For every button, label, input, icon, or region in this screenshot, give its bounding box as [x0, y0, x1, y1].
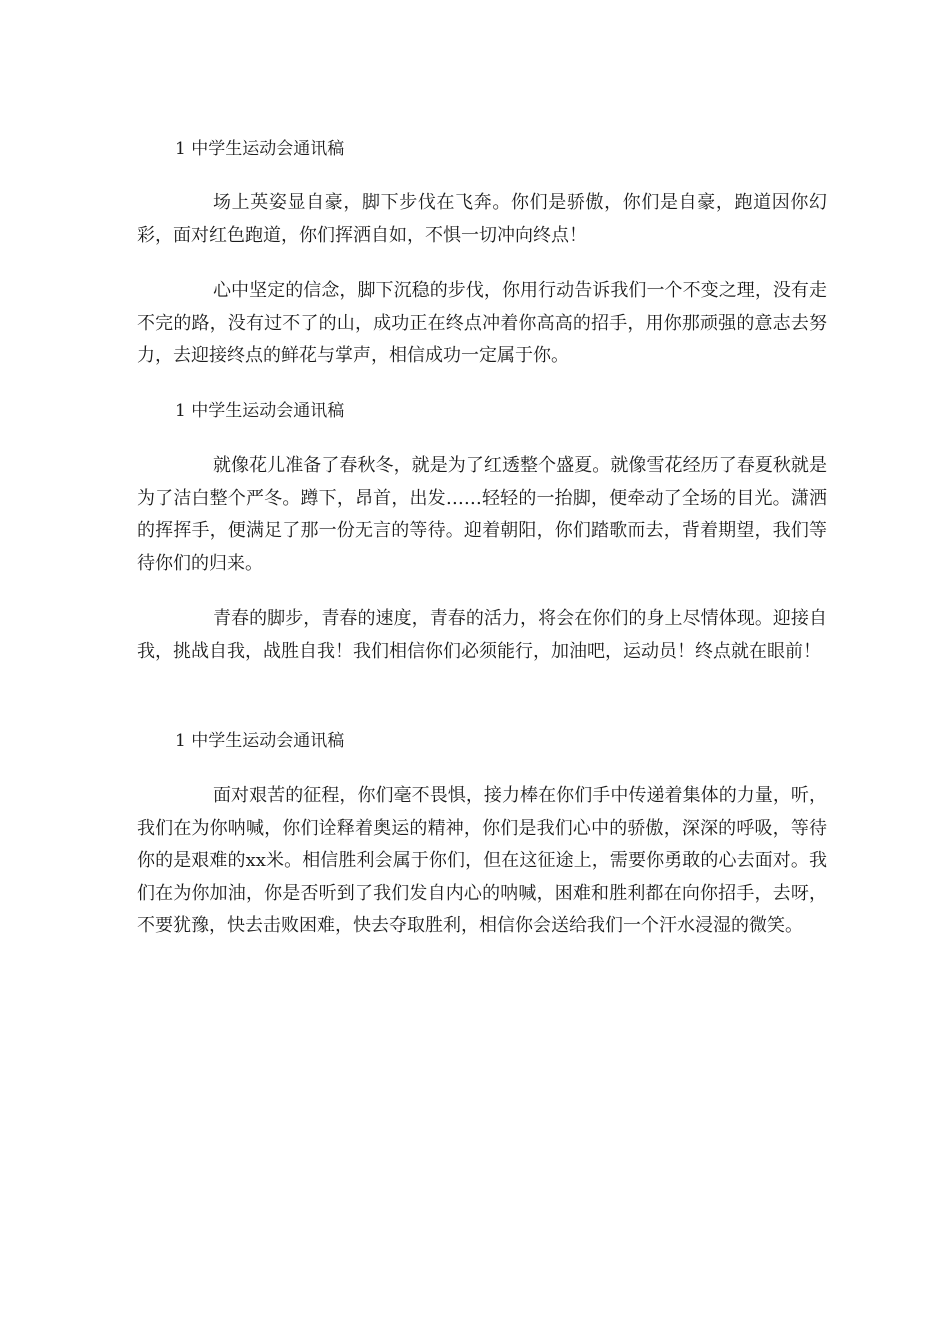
- paragraph: 青春的脚步，青春的速度，青春的活力，将会在你们的身上尽情体现。迎接自我，挑战自我，战胜自我！我们相信你们必须能行，加油吧，运动员！终点就在眼前！: [137, 608, 827, 662]
- paragraph: 场上英姿显自豪，脚下步伐在飞奔。你们是骄傲，你们是自豪，跑道因你幻彩，面对红色跑道，你们挥洒自如，不惧一切冲向终点！: [137, 192, 827, 246]
- paragraph: 就像花儿准备了春秋冬，就是为了红透整个盛夏。就像雪花经历了春夏秋就是为了洁白整个严冬。蹲下，昂首，出发……轻轻的一抬脚，便牵动了全场的目光。潇洒的挥挥手，便满足了那一份无言的等待。迎着朝阳，你们踏歌而去，背着期望，我们等待你们的归来。: [137, 455, 827, 574]
- section-heading: 1 中学生运动会通讯稿: [175, 139, 345, 159]
- section-heading: 1 中学生运动会通讯稿: [175, 731, 345, 751]
- section-heading: 1 中学生运动会通讯稿: [175, 401, 345, 421]
- paragraph: 心中坚定的信念，脚下沉稳的步伐，你用行动告诉我们一个不变之理，没有走不完的路，没有过不了的山，成功正在终点冲着你高高的招手，用你那顽强的意志去努力，去迎接终点的鲜花与掌声，相信成功一定属于你。: [137, 280, 827, 366]
- paragraph: 面对艰苦的征程，你们毫不畏惧，接力棒在你们手中传递着集体的力量，听，我们在为你呐喊，你们诠释着奥运的精神，你们是我们心中的骄傲，深深的呼吸，等待你的是艰难的xx米。相信胜利会属于你们，但在这征途上，需要你勇敢的心去面对。我们在为你加油，你是否听到了我们发自内心的呐喊，困难和胜利都在向你招手，去呀，不要犹豫，快去击败困难，快去夺取胜利，相信你会送给我们一个汗水浸湿的微笑。: [137, 785, 827, 936]
